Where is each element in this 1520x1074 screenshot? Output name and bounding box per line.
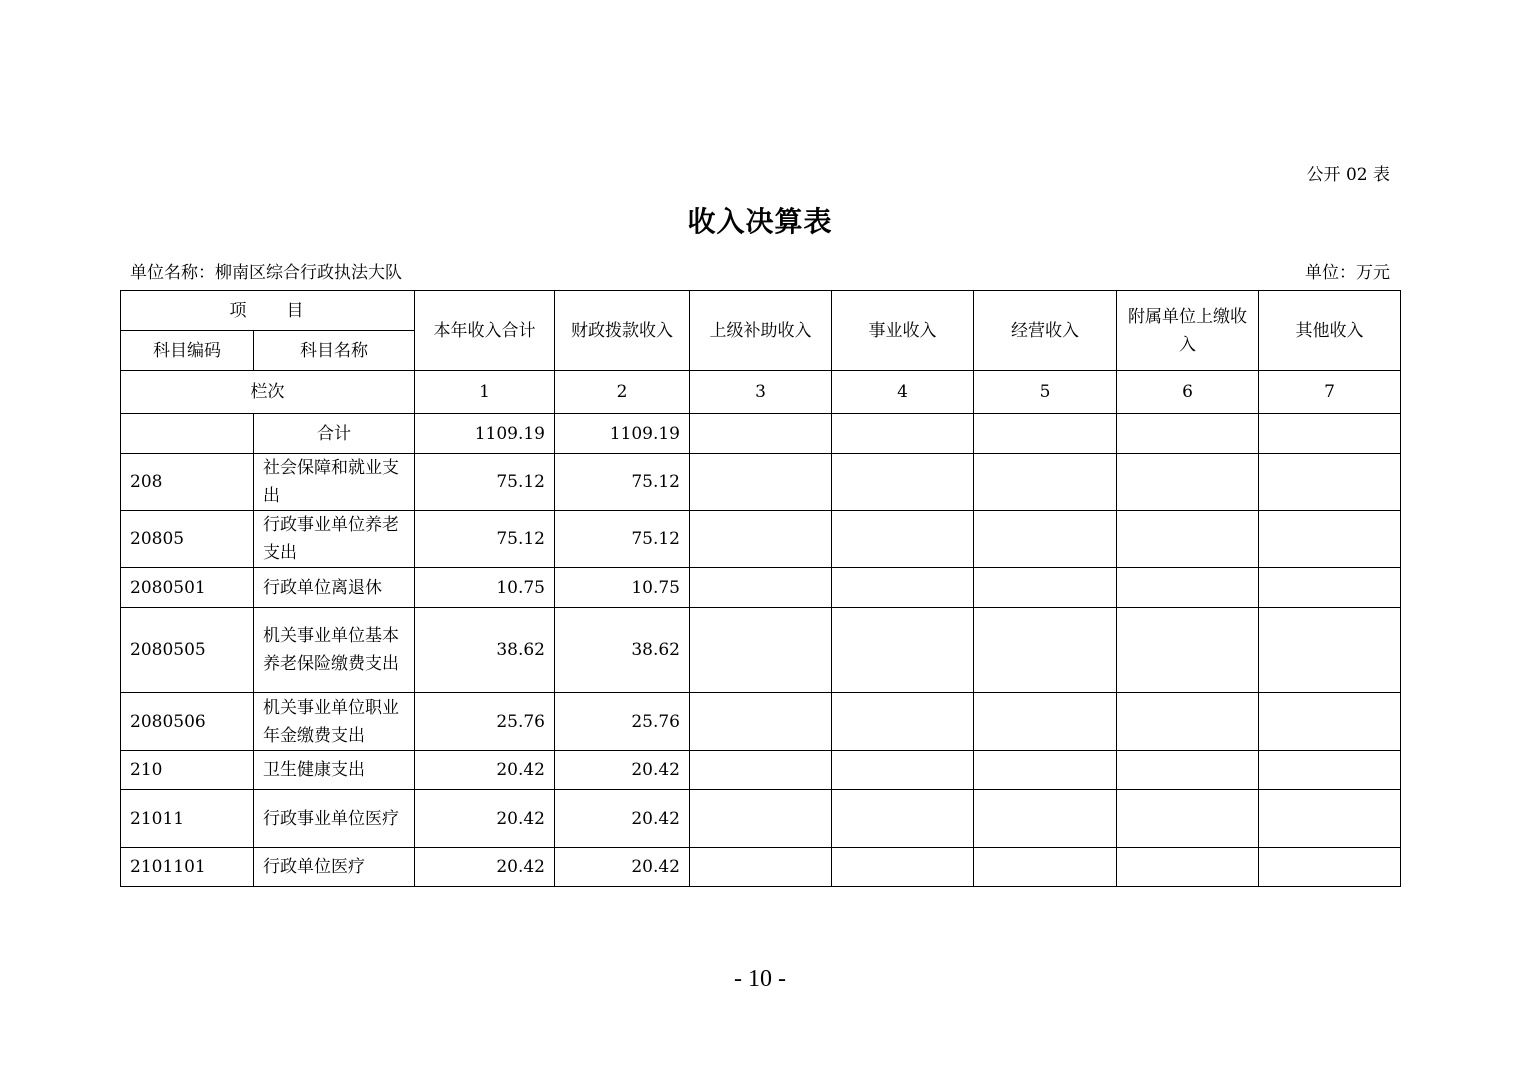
empty-cell (1117, 511, 1259, 568)
row-code: 21011 (121, 790, 254, 848)
column-order-row (121, 371, 1401, 414)
row-col2: 10.75 (555, 568, 690, 608)
empty-cell (1117, 790, 1259, 848)
row-name: 行政单位离退休 (254, 568, 415, 608)
total-row (121, 414, 1401, 454)
total-code-cell (121, 414, 254, 454)
row-col1: 25.76 (415, 693, 555, 751)
empty-cell (832, 511, 974, 568)
row-name: 卫生健康支出 (254, 751, 415, 790)
empty-cell (974, 848, 1117, 887)
empty-cell (832, 848, 974, 887)
empty-cell (974, 568, 1117, 608)
row-col1: 75.12 (415, 511, 555, 568)
empty-cell (1117, 848, 1259, 887)
empty-cell (832, 790, 974, 848)
header-col1: 本年收入合计 (415, 291, 555, 371)
header-code: 科目编码 (121, 331, 254, 371)
column-order-label: 栏次 (121, 371, 415, 414)
empty-cell (832, 568, 974, 608)
empty-cell (974, 454, 1117, 511)
empty-cell (690, 414, 832, 454)
row-col2: 20.42 (555, 848, 690, 887)
empty-cell (1259, 511, 1401, 568)
empty-cell (832, 608, 974, 693)
row-col1: 20.42 (415, 751, 555, 790)
empty-cell (974, 511, 1117, 568)
row-name: 机关事业单位基本养老保险缴费支出 (254, 608, 415, 693)
empty-cell (1117, 751, 1259, 790)
row-col2: 75.12 (555, 511, 690, 568)
empty-cell (974, 693, 1117, 751)
table-row (121, 511, 1401, 568)
table-row (121, 568, 1401, 608)
row-code: 2101101 (121, 848, 254, 887)
header-col2: 财政拨款收入 (555, 291, 690, 371)
empty-cell (974, 608, 1117, 693)
income-settlement-table (120, 290, 1401, 887)
empty-cell (1117, 693, 1259, 751)
row-code: 210 (121, 751, 254, 790)
column-number: 5 (974, 371, 1117, 414)
row-name: 机关事业单位职业年金缴费支出 (254, 693, 415, 751)
row-name: 行政事业单位医疗 (254, 790, 415, 848)
empty-cell (832, 414, 974, 454)
table-row (121, 693, 1401, 751)
header-col6: 附属单位上缴收入 (1117, 291, 1259, 371)
empty-cell (690, 454, 832, 511)
empty-cell (690, 608, 832, 693)
empty-cell (974, 790, 1117, 848)
row-col2: 38.62 (555, 608, 690, 693)
row-col1: 75.12 (415, 454, 555, 511)
empty-cell (1117, 414, 1259, 454)
table-row (121, 751, 1401, 790)
empty-cell (1259, 790, 1401, 848)
page-title: 收入决算表 (687, 205, 833, 238)
form-code: 公开 02 表 (1306, 165, 1390, 185)
empty-cell (690, 751, 832, 790)
row-col1: 10.75 (415, 568, 555, 608)
row-name: 行政单位医疗 (254, 848, 415, 887)
row-code: 2080506 (121, 693, 254, 751)
row-code: 2080505 (121, 608, 254, 693)
row-col2: 25.76 (555, 693, 690, 751)
empty-cell (690, 790, 832, 848)
column-number: 6 (1117, 371, 1259, 414)
total-label: 合计 (254, 414, 415, 454)
page-number: - 10 - (734, 966, 786, 992)
header-row-1 (121, 291, 1401, 331)
table-row (121, 608, 1401, 693)
row-col2: 75.12 (555, 454, 690, 511)
empty-cell (832, 693, 974, 751)
row-name: 行政事业单位养老支出 (254, 511, 415, 568)
unit-name: 单位名称：柳南区综合行政执法大队 (130, 263, 402, 283)
empty-cell (690, 848, 832, 887)
empty-cell (1259, 414, 1401, 454)
header-col7: 其他收入 (1259, 291, 1401, 371)
row-col2: 20.42 (555, 751, 690, 790)
total-col2: 1109.19 (555, 414, 690, 454)
total-col1: 1109.19 (415, 414, 555, 454)
row-code: 20805 (121, 511, 254, 568)
column-number: 2 (555, 371, 690, 414)
column-number: 7 (1259, 371, 1401, 414)
row-code: 2080501 (121, 568, 254, 608)
empty-cell (974, 751, 1117, 790)
header-col5: 经营收入 (974, 291, 1117, 371)
table-row (121, 454, 1401, 511)
empty-cell (1259, 693, 1401, 751)
empty-cell (1117, 454, 1259, 511)
empty-cell (690, 693, 832, 751)
row-name: 社会保障和就业支出 (254, 454, 415, 511)
empty-cell (690, 511, 832, 568)
empty-cell (690, 568, 832, 608)
row-col1: 20.42 (415, 790, 555, 848)
column-number: 1 (415, 371, 555, 414)
empty-cell (832, 454, 974, 511)
table-row (121, 848, 1401, 887)
empty-cell (1117, 608, 1259, 693)
empty-cell (1259, 608, 1401, 693)
table-row (121, 790, 1401, 848)
header-item: 项 目 (121, 291, 415, 331)
empty-cell (832, 751, 974, 790)
empty-cell (1259, 848, 1401, 887)
column-number: 4 (832, 371, 974, 414)
empty-cell (1117, 568, 1259, 608)
empty-cell (1259, 751, 1401, 790)
header-col4: 事业收入 (832, 291, 974, 371)
empty-cell (1259, 568, 1401, 608)
row-col1: 38.62 (415, 608, 555, 693)
row-col2: 20.42 (555, 790, 690, 848)
header-col3: 上级补助收入 (690, 291, 832, 371)
row-col1: 20.42 (415, 848, 555, 887)
header-name: 科目名称 (254, 331, 415, 371)
row-code: 208 (121, 454, 254, 511)
currency-unit: 单位：万元 (1305, 263, 1390, 283)
column-number: 3 (690, 371, 832, 414)
empty-cell (974, 414, 1117, 454)
empty-cell (1259, 454, 1401, 511)
